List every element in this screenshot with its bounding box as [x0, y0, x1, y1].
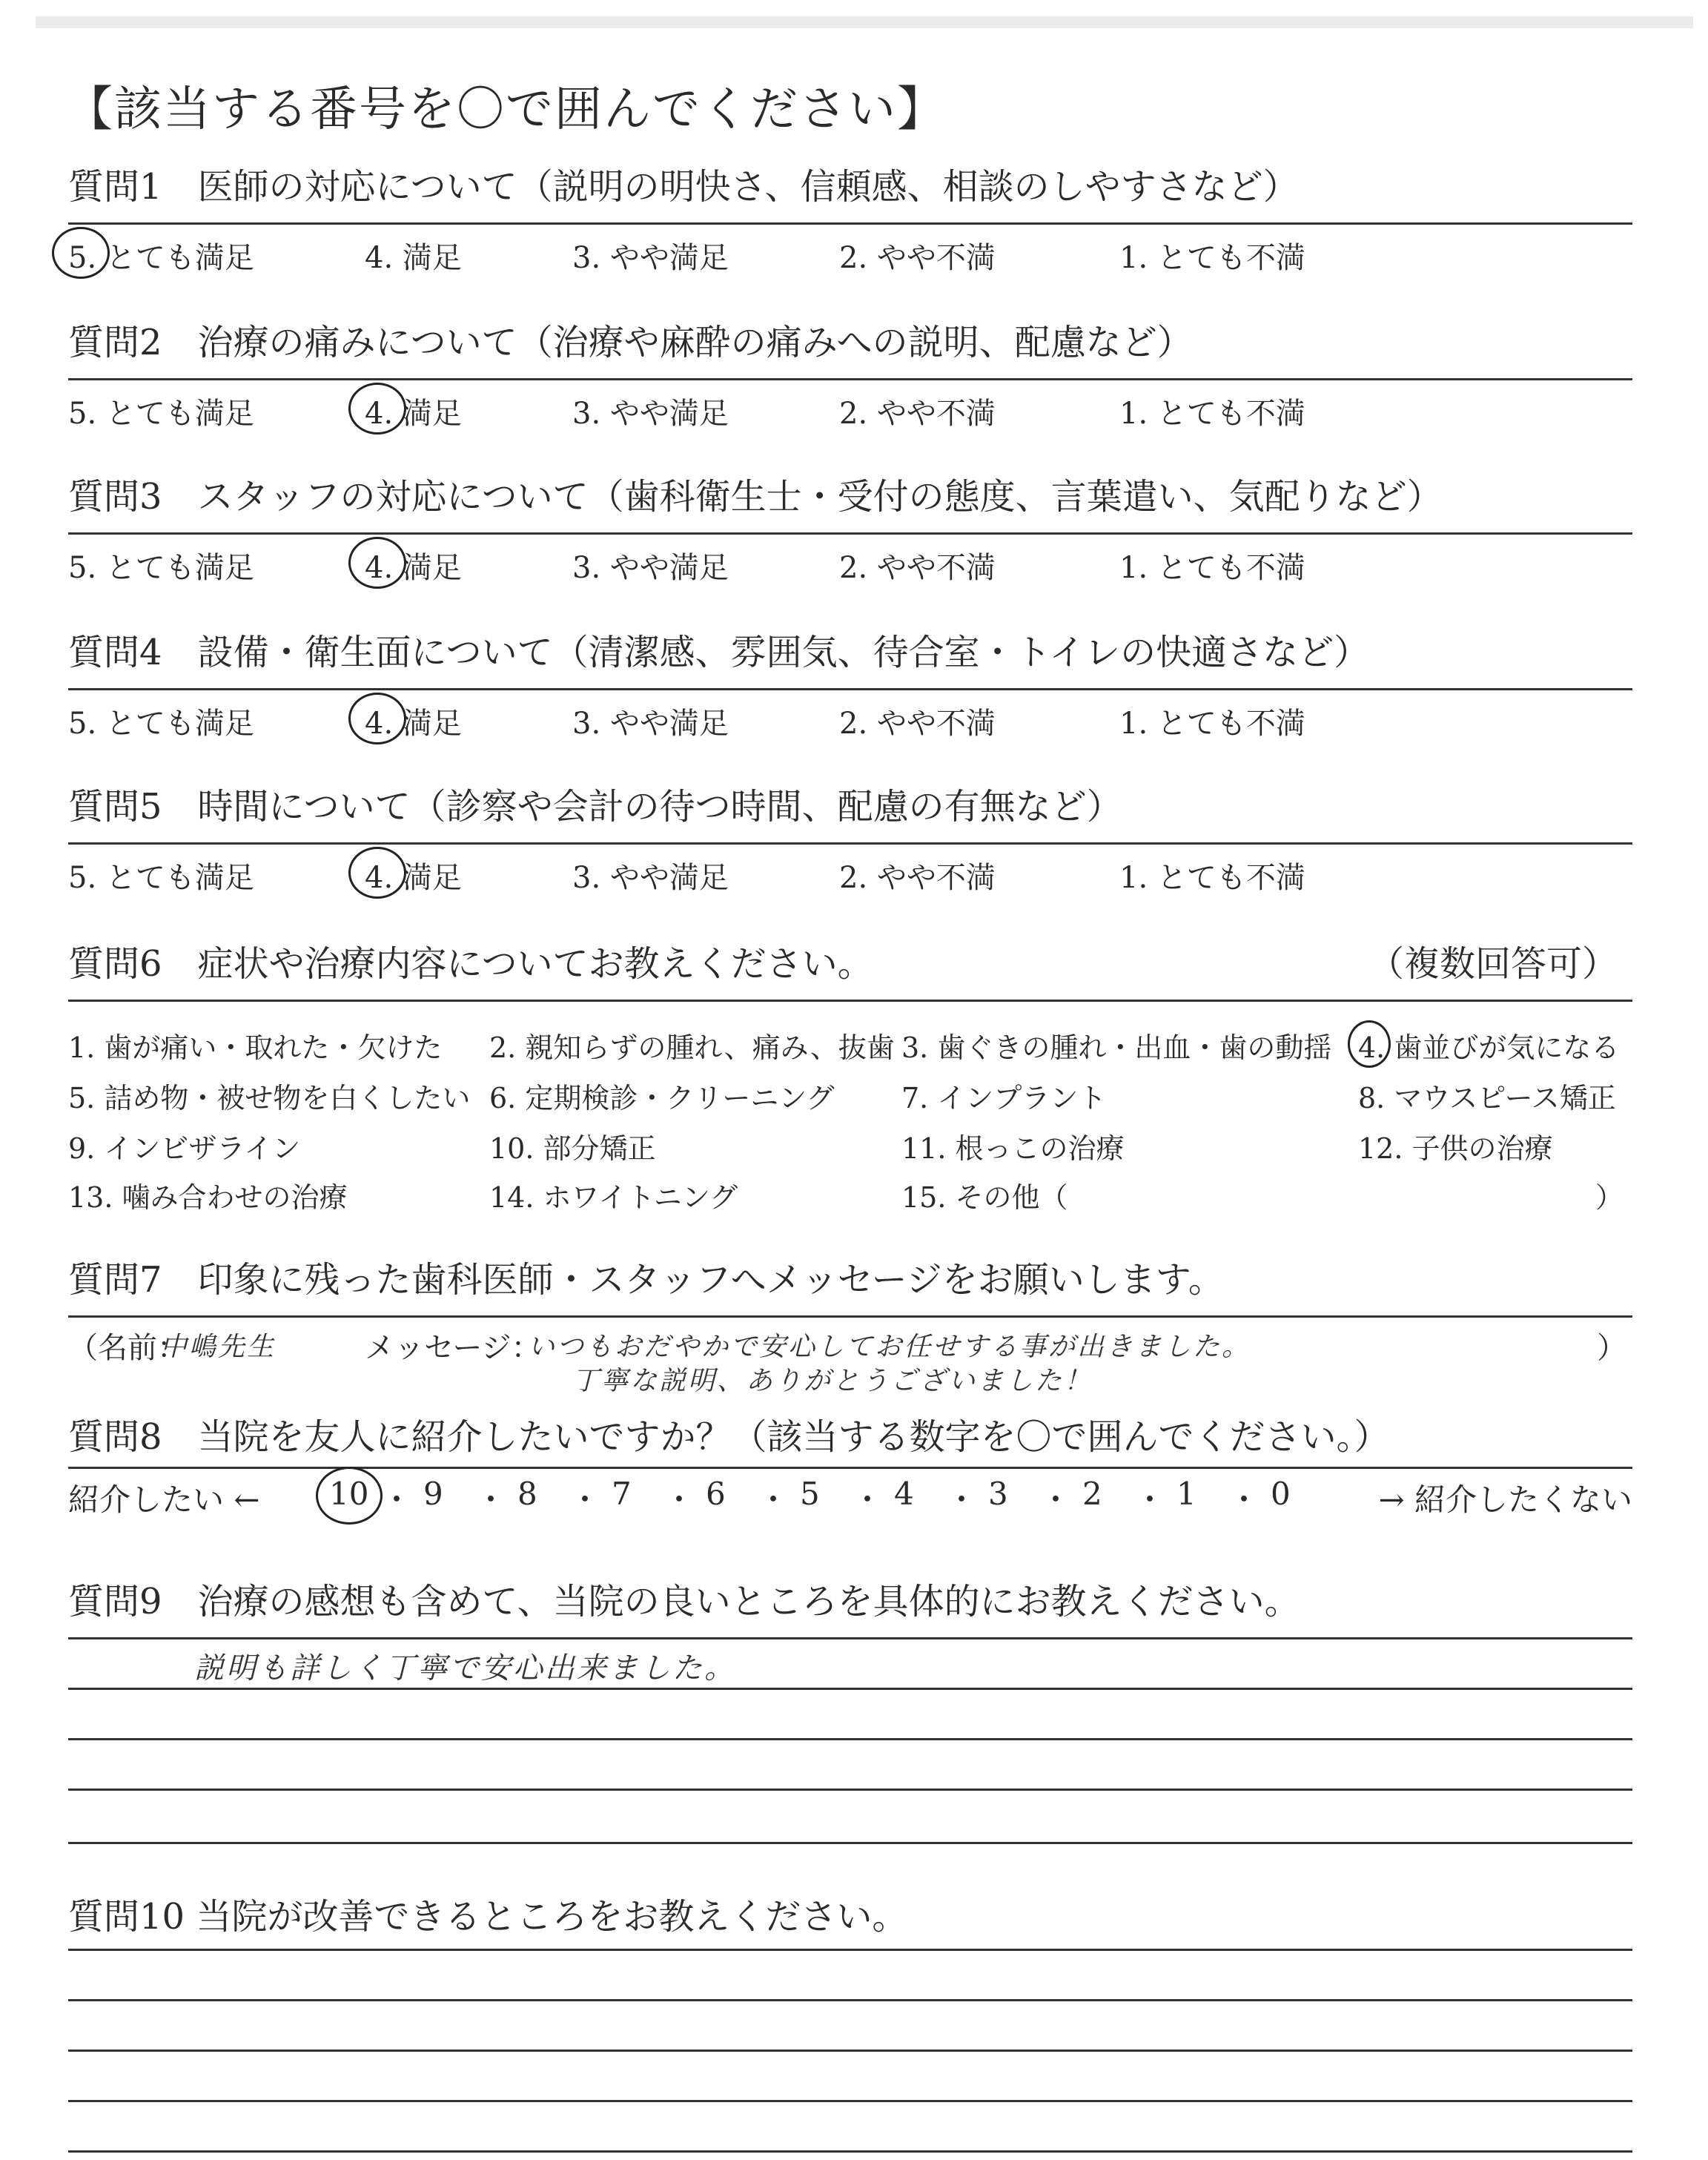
rating-option[interactable]: 5. とても満足 — [68, 861, 254, 895]
symptom-option[interactable]: 14. ホワイトニング — [489, 1181, 738, 1214]
scale-number[interactable]: 8 — [517, 1476, 537, 1512]
rating-option[interactable]: 5. とても満足 — [68, 397, 254, 431]
symptom-option[interactable]: 2. 親知らずの腫れ、痛み、抜歯 — [489, 1031, 895, 1064]
question-8-title: 質問8 当院を友人に紹介したいですか？（該当する数字を〇で囲んでください。） — [68, 1416, 1390, 1458]
rating-option[interactable]: 1. とても不満 — [1119, 861, 1305, 895]
question-6-title: 質問6 症状や治療内容についてお教えください。 — [68, 943, 873, 985]
rating-option[interactable]: 3. やや満足 — [572, 707, 729, 741]
rating-option[interactable]: 5. とても満足 — [68, 551, 254, 585]
symptom-option[interactable]: 9. インビザライン — [68, 1132, 301, 1165]
scale-right-label: → 紹介したくない — [1378, 1482, 1632, 1518]
scale-number[interactable]: 9 — [423, 1476, 443, 1512]
question-5 — [68, 785, 1632, 895]
question-6 — [68, 942, 1632, 1214]
question-8 — [68, 1415, 1632, 1518]
question-7-message-label: メッセージ： — [365, 1331, 541, 1365]
symptom-option[interactable]: 15. その他（ — [901, 1181, 1068, 1214]
question-3-title: 質問3 スタッフの対応について（歯科衛生士・受付の態度、言葉遣い、気配りなど） — [68, 476, 1443, 518]
rating-option[interactable]: 5. とても満足 — [68, 241, 254, 275]
symptom-option[interactable]: 1. 歯が痛い・取れた・欠けた — [68, 1031, 443, 1064]
rating-option[interactable]: 1. とても不満 — [1119, 241, 1305, 275]
answer-line — [68, 1999, 1632, 2001]
rating-option[interactable]: 4. 満足 — [365, 707, 462, 741]
question-9 — [68, 1579, 1632, 1685]
scale-separator: ・ — [381, 1482, 413, 1518]
question-7-message-line2[interactable]: 丁寧な説明、ありがとうございました！ — [572, 1366, 1093, 1396]
selection-circle — [348, 537, 406, 589]
scale-number[interactable]: 5 — [800, 1476, 820, 1512]
answer-line — [68, 1688, 1632, 1690]
scale-left-label: 紹介したい ← — [68, 1482, 260, 1518]
rating-option[interactable]: 1. とても不満 — [1119, 707, 1305, 741]
rating-option[interactable]: 3. やや満足 — [572, 241, 729, 275]
question-9-title: 質問9 治療の感想も含めて、当院の良いところを具体的にお教えください。 — [68, 1581, 1300, 1622]
selection-circle — [348, 693, 406, 744]
question-7-rule — [68, 1315, 1632, 1318]
question-8-rule — [68, 1467, 1632, 1469]
answer-line — [68, 1789, 1632, 1791]
question-10-title: 質問10 当院が改善できるところをお教えください。 — [68, 1896, 908, 1938]
rating-option[interactable]: 2. やや不満 — [839, 861, 996, 895]
question-7-name-label: （名前： — [68, 1331, 187, 1365]
scan-edge — [36, 16, 1693, 28]
scale-number[interactable]: 7 — [612, 1476, 632, 1512]
selection-circle — [316, 1467, 383, 1525]
scale-separator: ・ — [1228, 1482, 1260, 1518]
symptom-option[interactable]: 6. 定期検診・クリーニング — [489, 1082, 835, 1114]
question-1 — [68, 165, 1632, 275]
question-3-rule — [68, 532, 1632, 535]
rating-option[interactable]: 1. とても不満 — [1119, 397, 1305, 431]
question-4 — [68, 630, 1632, 741]
rating-option[interactable]: 3. やや満足 — [572, 397, 729, 431]
rating-option[interactable]: 3. やや満足 — [572, 551, 729, 585]
scale-number[interactable]: 6 — [706, 1476, 726, 1512]
scale-number[interactable]: 3 — [988, 1476, 1008, 1512]
symptom-option[interactable]: 13. 噛み合わせの治療 — [68, 1181, 348, 1214]
question-2-rule — [68, 378, 1632, 380]
symptom-option[interactable]: 11. 根っこの治療 — [901, 1132, 1125, 1165]
question-1-rule — [68, 222, 1632, 225]
question-6-note: （複数回答可） — [1368, 943, 1618, 985]
answer-line — [68, 2100, 1632, 2102]
symptom-option[interactable]: 3. 歯ぐきの腫れ・出血・歯の動揺 — [901, 1031, 1332, 1064]
question-6-rule — [68, 1000, 1632, 1002]
symptom-option[interactable]: ） — [1595, 1181, 1623, 1214]
answer-line — [68, 1738, 1632, 1740]
rating-option[interactable]: 4. 満足 — [365, 397, 462, 431]
scale-number[interactable]: 0 — [1271, 1476, 1291, 1512]
question-7-name-value[interactable]: 中嶋先生 — [160, 1332, 277, 1362]
rating-option[interactable]: 2. やや不満 — [839, 241, 996, 275]
rating-option[interactable]: 2. やや不満 — [839, 707, 996, 741]
scale-number[interactable]: 1 — [1176, 1476, 1196, 1512]
scale-separator: ・ — [1040, 1482, 1072, 1518]
symptom-option[interactable]: 12. 子供の治療 — [1358, 1132, 1553, 1165]
symptom-option[interactable]: 7. インプラント — [901, 1082, 1107, 1114]
answer-line — [68, 1637, 1632, 1639]
rating-option[interactable]: 4. 満足 — [365, 551, 462, 585]
scale-separator: ・ — [475, 1482, 507, 1518]
question-5-title: 質問5 時間について（診察や会計の待つ時間、配慮の有無など） — [68, 786, 1122, 828]
selection-circle — [348, 383, 406, 435]
rating-option[interactable]: 2. やや不満 — [839, 551, 996, 585]
scale-separator: ・ — [852, 1482, 884, 1518]
question-7-title: 質問7 印象に残った歯科医師・スタッフへメッセージをお願いします。 — [68, 1259, 1224, 1301]
answer-line — [68, 2050, 1632, 2052]
question-9-answer[interactable]: 説明も詳しく丁寧で安心出来ました。 — [194, 1651, 736, 1685]
scale-separator: ・ — [946, 1482, 978, 1518]
question-10 — [68, 1895, 1632, 1939]
scale-separator: ・ — [758, 1482, 790, 1518]
question-7-message-line1[interactable]: いつもおだやかで安心してお任せする事が出きました。 — [528, 1332, 1251, 1362]
question-7-close: ） — [1597, 1331, 1626, 1365]
rating-option[interactable]: 4. 満足 — [365, 861, 462, 895]
rating-option[interactable]: 4. 満足 — [365, 241, 462, 275]
selection-circle — [52, 227, 110, 279]
scale-number[interactable]: 2 — [1082, 1476, 1102, 1512]
question-4-title: 質問4 設備・衛生面について（清潔感、雰囲気、待合室・トイレの快適さなど） — [68, 632, 1370, 673]
symptom-option[interactable]: 4. 歯並びが気になる — [1358, 1031, 1620, 1064]
symptom-option[interactable]: 10. 部分矯正 — [489, 1132, 656, 1165]
question-3 — [68, 475, 1632, 585]
symptom-option[interactable]: 8. マウスピース矯正 — [1358, 1082, 1616, 1114]
question-1-title: 質問1 医師の対応について（説明の明快さ、信頼感、相談のしやすさなど） — [68, 166, 1299, 208]
question-4-rule — [68, 688, 1632, 690]
rating-option[interactable]: 2. やや不満 — [839, 397, 996, 431]
question-2 — [68, 320, 1632, 431]
scale-number[interactable]: 10 — [329, 1476, 369, 1512]
answer-line — [68, 1842, 1632, 1844]
scale-number[interactable]: 4 — [894, 1476, 914, 1512]
scale-separator: ・ — [1134, 1482, 1166, 1518]
answer-line — [68, 1949, 1632, 1951]
rating-option[interactable]: 5. とても満足 — [68, 707, 254, 741]
question-7 — [68, 1258, 1632, 1396]
scale-separator: ・ — [569, 1482, 601, 1518]
answer-line — [68, 2150, 1632, 2153]
rating-option[interactable]: 1. とても不満 — [1119, 551, 1305, 585]
question-5-rule — [68, 842, 1632, 845]
selection-circle — [348, 847, 406, 899]
scale-separator: ・ — [663, 1482, 695, 1518]
rating-option[interactable]: 3. やや満足 — [572, 861, 729, 895]
symptom-option[interactable]: 5. 詰め物・被せ物を白くしたい — [68, 1082, 471, 1114]
question-2-title: 質問2 治療の痛みについて（治療や麻酔の痛みへの説明、配慮など） — [68, 322, 1193, 363]
page-heading: 【該当する番号を〇で囲んでください】 — [65, 82, 946, 137]
selection-circle — [1348, 1020, 1391, 1068]
